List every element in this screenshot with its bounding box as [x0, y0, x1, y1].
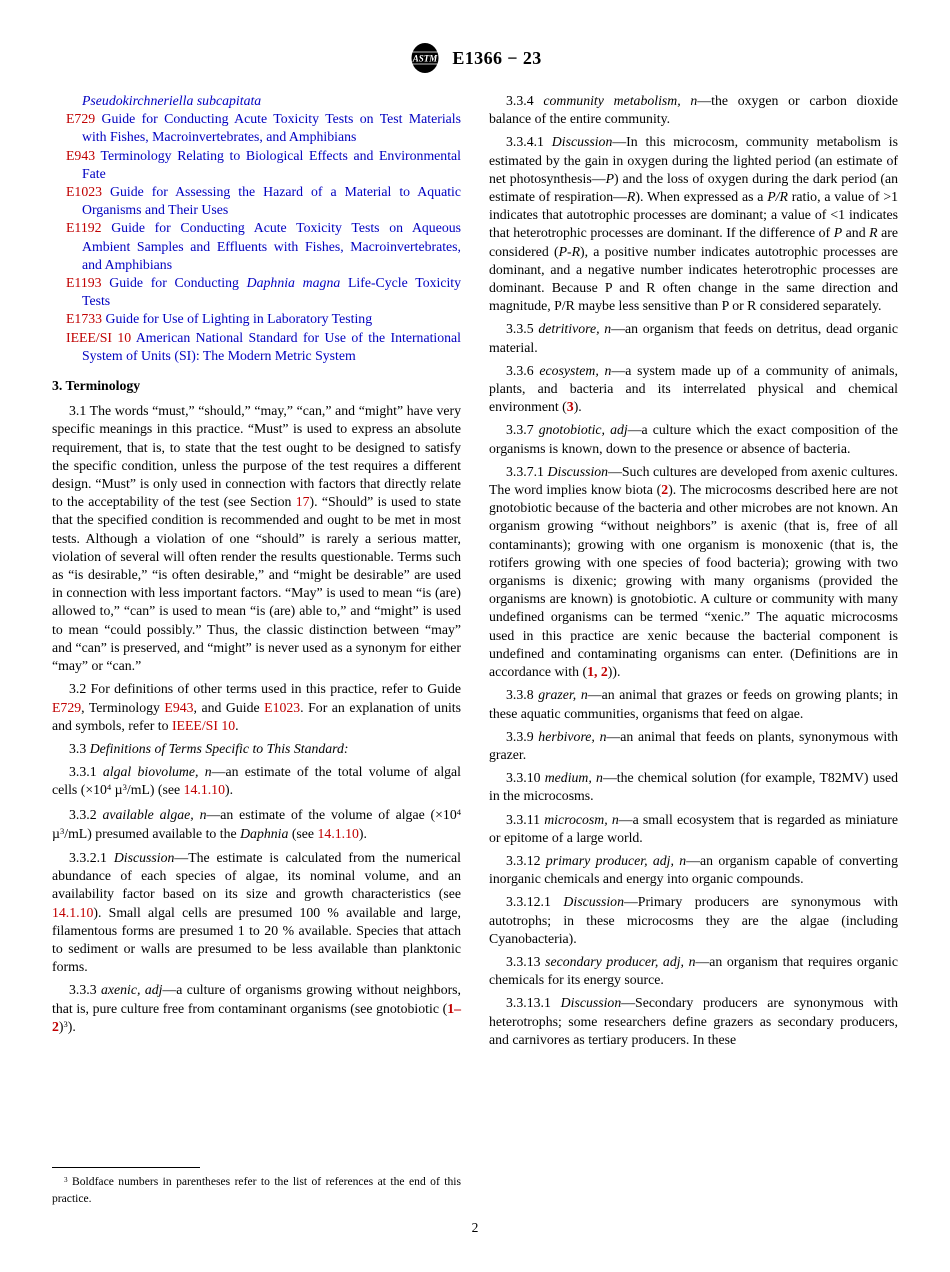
text-run: 3 [64, 1175, 68, 1184]
text-run: 3.3.9 [506, 728, 539, 744]
text-run: axenic, adj [100, 982, 163, 998]
text-run: /mL) (see [126, 782, 184, 798]
text-run: ) and the loss of oxygen during the dark period (an estimate of respiration— [489, 170, 899, 205]
text-run: ). [573, 399, 582, 415]
text-run: 3.3.3 [69, 982, 101, 998]
para-3-3-6 [489, 362, 898, 417]
text-run: —an estimate of the total volume of algal cells (×10 [52, 764, 462, 798]
text-run: —a culture which the exact composition of the organisms is known, down to the presence or absence of bacteria. [489, 422, 898, 456]
text-run: 3.3.12 [506, 852, 546, 868]
reference-title-link[interactable]: Guide for Assessing the Hazard of a Material to Aquatic Organisms and Their Uses [82, 184, 461, 218]
text-run: ). The microcosms described here are not gnotobiotic because of the bacteria and other microbes are not known. An organism growing “without neighbors” is axenic (that is, free of all contaminants); growing with one organism is monoxenic (that is, the rotifers growing with one species of food bacteria); growing with two organisms is dixenic; growing with many organisms (provided the organisms are known) is gnotobiotic. A culture or community with many undefined organisms can be termed “xenic.” The aquatic microcosms used in this practice are xenic because the bacterial component is undefined and contaminating organisms can enter. (Definitions are in accordance with ( [489, 482, 898, 680]
cross-reference-link[interactable]: E729 [66, 111, 102, 127]
reference-title-link[interactable]: Guide for Use of Lighting in Laboratory Testing [105, 311, 373, 327]
astm-logo-icon [408, 42, 442, 74]
text-run: ). [67, 1018, 76, 1034]
para-3-3-7-1 [489, 463, 898, 681]
text-run: 3 [122, 782, 127, 793]
text-run: ). [224, 782, 234, 798]
bold-reference-citation[interactable]: 3 [566, 399, 574, 415]
text-run: R [626, 189, 636, 205]
text-run: grazer, n [538, 687, 588, 703]
para-3-3-2 [52, 806, 461, 844]
reference-item-E729 [66, 110, 461, 146]
text-run: —an animal that feeds on plants, synonymous with grazer. [489, 728, 898, 762]
text-run: 3.1 The words “must,” “should,” “may,” “can,” and “might” have very specific meanings in this practice. “Must” is used to express an absolute requirement, that is, to state that the test ought to be designed to satisfy the specific condition, unless the purpose of the test requires a different design. “Must” is only used in connection with factors that directly relate to the acceptability of the test (see Section [52, 403, 461, 510]
para-3-3-5 [489, 320, 898, 356]
text-run: 3 [59, 825, 65, 836]
text-run: Daphnia [240, 825, 289, 841]
cross-reference-link[interactable]: E1023 [264, 699, 301, 715]
text-run: ), a positive number indicates autotrophic processes are dominant, and a negative number indicates heterotrophic processes are dominant. Because P and R often change in the same direction and magnitude, P/R maybe less sensitive than P or R considered separately. [489, 243, 898, 314]
text-run: Discussion [113, 849, 175, 865]
referenced-documents-list [66, 92, 461, 365]
text-run: —Secondary producers are synonymous with heterotrophs; some researchers define grazers as secondary producers, and carnivores as tertiary producers. In these [489, 995, 898, 1047]
para-3-3-4 [489, 92, 898, 128]
text-run: 3 [63, 1018, 68, 1029]
text-run: P [605, 170, 614, 186]
cross-reference-link[interactable]: 14.1.10 [52, 904, 94, 920]
text-run: Discussion [547, 463, 609, 479]
text-run: , and Guide [193, 699, 265, 715]
bold-reference-citation[interactable]: 2 [661, 482, 669, 498]
text-run: secondary producer, adj, n [545, 953, 696, 969]
reference-title-link[interactable]: Guide for Conducting Acute Toxicity Tests on Test Materials with Fishes, Macroinvertebrates, and Amphibians [82, 111, 461, 145]
reference-title-link[interactable]: Guide for Conducting Acute Toxicity Tests on Aqueous Ambient Samples and Effluents with Fishes, Macroinvertebrates, and Amphibians [82, 220, 461, 272]
text-run: 3.2 For definitions of other terms used in this practice, refer to Guide [69, 681, 461, 697]
text-run: 3.3.6 [506, 362, 540, 378]
reference-title-link[interactable]: Life-Cycle Toxicity Tests [82, 275, 462, 309]
reference-item-E1733 [66, 310, 461, 328]
text-run: —an estimate of the volume of algae (×10 [206, 806, 457, 822]
cross-reference-link[interactable]: IEEE/SI 10 [171, 717, 236, 733]
text-run: —a system made up of a community of animals, plants, and bacteria and its interrelated physical and chemical environment ( [489, 362, 899, 415]
right-column-paragraphs [489, 92, 898, 1049]
text-run: P/R [767, 189, 788, 205]
text-run: 3.3.10 [506, 770, 545, 786]
text-run: ). [358, 825, 367, 841]
text-run: R [869, 225, 878, 241]
text-run: 3.3.12.1 [506, 894, 564, 910]
text-run: —the chemical solution (for example, T82MV) used in the microcosms. [489, 770, 898, 804]
two-column-body [52, 92, 898, 1054]
text-run: 3.3.13 [506, 953, 546, 969]
text-run: —In this microcosm, community metabolism is estimated by the gain in oxygen during the lighted period (an estimate of net photosynthesis— [489, 134, 899, 186]
cross-reference-link[interactable]: E1023 [66, 184, 111, 200]
para-3-3-13 [489, 953, 898, 989]
text-run: ratio, a value of >1 indicates that autotrophic processes are dominant; a value of <1 indicates that heterotrophic processes are dominant. If the difference of [489, 189, 898, 241]
cross-reference-link[interactable]: E1193 [66, 275, 110, 291]
para-3-3-1 [52, 763, 461, 800]
text-run: 3.3.4.1 [506, 134, 552, 150]
text-run: —Such cultures are developed from axenic cultures. The word implies know biota ( [489, 463, 899, 498]
text-run: available algae, n [102, 806, 207, 822]
reference-item-E1193 [66, 274, 461, 310]
para-3-1 [52, 402, 461, 675]
reference-item-E1023 [66, 183, 461, 219]
left-column-paragraphs [52, 402, 461, 1037]
text-run: P [833, 225, 843, 241]
text-run: , Terminology [81, 699, 165, 715]
cross-reference-link[interactable]: E943 [66, 147, 101, 163]
reference-title-link[interactable]: Daphnia magna [246, 275, 341, 291]
cross-reference-link[interactable]: E943 [164, 699, 194, 715]
left-column [52, 92, 461, 1054]
text-run: 3.3.13.1 [506, 995, 561, 1011]
footnote-text [52, 1174, 461, 1206]
text-run: ) [58, 1018, 64, 1034]
cross-reference-link[interactable]: IEEE/SI 10 [66, 329, 136, 345]
para-3-2 [52, 680, 461, 735]
cross-reference-link[interactable]: 14.1.10 [317, 825, 359, 841]
para-3-3-11 [489, 811, 898, 847]
text-run: herbivore, n [538, 728, 607, 744]
text-run: (see [288, 825, 318, 841]
reference-item-IEEE-SI-10 [66, 329, 461, 365]
text-run: are considered ( [489, 225, 898, 259]
text-run: ). “Should” is used to state that the specified condition is recommended and ought to be met in most tests. Although a violation of one “should” is rarely a serious matter, violation of several will often render the results questionable. Terms such as “is desirable,” “is often desirable,” and “might be desirable” are used in connection with less important factors. “May” is used to mean “is (are) allowed to,” “can” is used to mean “is (are) able to,” and “might” is used to mean “could possibly.” Thus, the classic distinction between “may” and “can” is preserved, and “might” is never used as a synonym for either “may” or “can.” [52, 494, 461, 674]
para-3-3-13-1 [489, 994, 898, 1049]
text-run: 3.3.8 [506, 687, 539, 703]
para-3-3-4-1 [489, 133, 898, 315]
reference-item-E1192 [66, 219, 461, 274]
text-run: 3.3.4 [506, 93, 544, 108]
cross-reference-link[interactable]: E1192 [66, 220, 112, 236]
text-run: primary producer, adj, n [545, 852, 687, 868]
text-run: detritivore, n [538, 321, 612, 337]
reference-item-E943 [66, 147, 461, 183]
bold-reference-citation[interactable]: 1–2 [52, 1000, 461, 1034]
text-run: 3.3.7.1 [506, 463, 548, 479]
text-run: —a small ecosystem that is regarded as miniature or epitome of a large world. [489, 811, 899, 845]
para-3-3-9 [489, 728, 898, 764]
text-run: algal biovolume, n [102, 764, 212, 780]
page-header [0, 42, 950, 74]
reference-title-link[interactable]: Pseudokirchneriella subcapitata [82, 93, 262, 108]
text-run: and [842, 225, 870, 241]
svg-text:ASTM: ASTM [413, 53, 438, 64]
text-run: —Primary producers are synonymous with autotrophs; in these microcosms they are the algae (including Cyanobacteria). [489, 894, 898, 946]
text-run: 3.3.2 [69, 806, 103, 822]
text-run: —a culture of organisms growing without neighbors, that is, pure culture free from contaminant organisms (see gnotobiotic ( [52, 982, 462, 1016]
text-run: . For an explanation of units and symbols, refer to [52, 699, 462, 733]
text-run: 4 [456, 806, 462, 817]
text-run: Boldface numbers in parentheses refer to the list of references at the end of this practice. [52, 1175, 461, 1205]
text-run: 3.3.7 [506, 422, 539, 438]
text-run: Definitions of Terms Specific to This Standard: [89, 740, 349, 756]
para-3-3-2-1 [52, 849, 461, 976]
text-run: ). Small algal cells are presumed 100 % available and large, filamentous forms are presumed 1 to 20 % available. Species that attach to sediment or walls are presumed to be less available than planktonic forms. [52, 904, 461, 975]
text-run: 3.3.11 [506, 811, 545, 827]
para-3-3-10 [489, 769, 898, 805]
text-run: Discussion [551, 134, 613, 150]
right-column [489, 92, 898, 1054]
text-run: 3.3.1 [69, 764, 103, 780]
document-number: E1366 − 23 [452, 47, 542, 68]
text-run: Discussion [563, 894, 624, 910]
text-run: 4 [106, 782, 112, 793]
text-run: medium, n [544, 770, 603, 786]
footnote [52, 1167, 461, 1206]
text-run: community metabolism, n [543, 93, 698, 108]
bold-reference-citation[interactable]: 1, 2 [587, 664, 608, 680]
cross-reference-link[interactable]: E1733 [66, 311, 106, 327]
text-run: —an animal that grazes or feeds on growing plants; in these aquatic communities, organisms that feed on algae. [489, 687, 899, 721]
page-number: 2 [471, 1220, 479, 1235]
cross-reference-link[interactable]: 17 [295, 494, 310, 510]
footnote-separator [52, 1167, 200, 1168]
text-run: microcosm, n [544, 811, 619, 827]
section-heading-terminology: 3. Terminology [52, 378, 141, 394]
reference-title-link[interactable]: Guide for Conducting [109, 275, 247, 291]
text-run: —the oxygen or carbon dioxide balance of the entire community. [489, 93, 899, 127]
reference-item-continuation [66, 92, 461, 110]
text-run: gnotobiotic, adj [538, 422, 628, 438]
text-run: . [235, 717, 239, 733]
para-3-3 [52, 740, 461, 758]
text-run: ecosystem, n [539, 362, 612, 378]
text-run: µ [111, 782, 123, 798]
text-run: —an organism that requires organic chemicals for its energy source. [489, 953, 898, 988]
cross-reference-link[interactable]: E729 [52, 699, 82, 715]
text-run: µ [52, 825, 60, 841]
para-3-3-8 [489, 686, 898, 722]
para-3-3-12 [489, 852, 898, 888]
text-run: /mL) presumed available to the [64, 825, 241, 841]
text-run: ). When expressed as a [635, 189, 768, 205]
text-run: Discussion [560, 995, 622, 1011]
text-run: )). [607, 664, 621, 680]
reference-title-link[interactable]: American National Standard for Use of the International System of Units (SI): The Modern Metric System [82, 329, 461, 363]
text-run: 3.3.5 [506, 321, 539, 337]
text-run: P-R [558, 243, 581, 259]
text-run: —The estimate is calculated from the numerical abundance of each species of algae, its nominal volume, and an availability factor based on its size and growth characteristics (see [52, 849, 461, 902]
para-3-3-3 [52, 981, 461, 1037]
text-run: —an organism that feeds on detritus, dead organic material. [489, 321, 899, 355]
text-run: —an organism capable of converting inorganic chemicals and energy into organic compounds. [489, 852, 898, 887]
reference-title-link[interactable]: Terminology Relating to Biological Effects and Environmental Fate [82, 147, 461, 181]
para-3-3-7 [489, 421, 898, 457]
cross-reference-link[interactable]: 14.1.10 [183, 782, 225, 798]
para-3-3-12-1 [489, 893, 898, 948]
text-run: 3.3.2.1 [69, 849, 114, 865]
text-run: 3.3 [69, 740, 90, 756]
